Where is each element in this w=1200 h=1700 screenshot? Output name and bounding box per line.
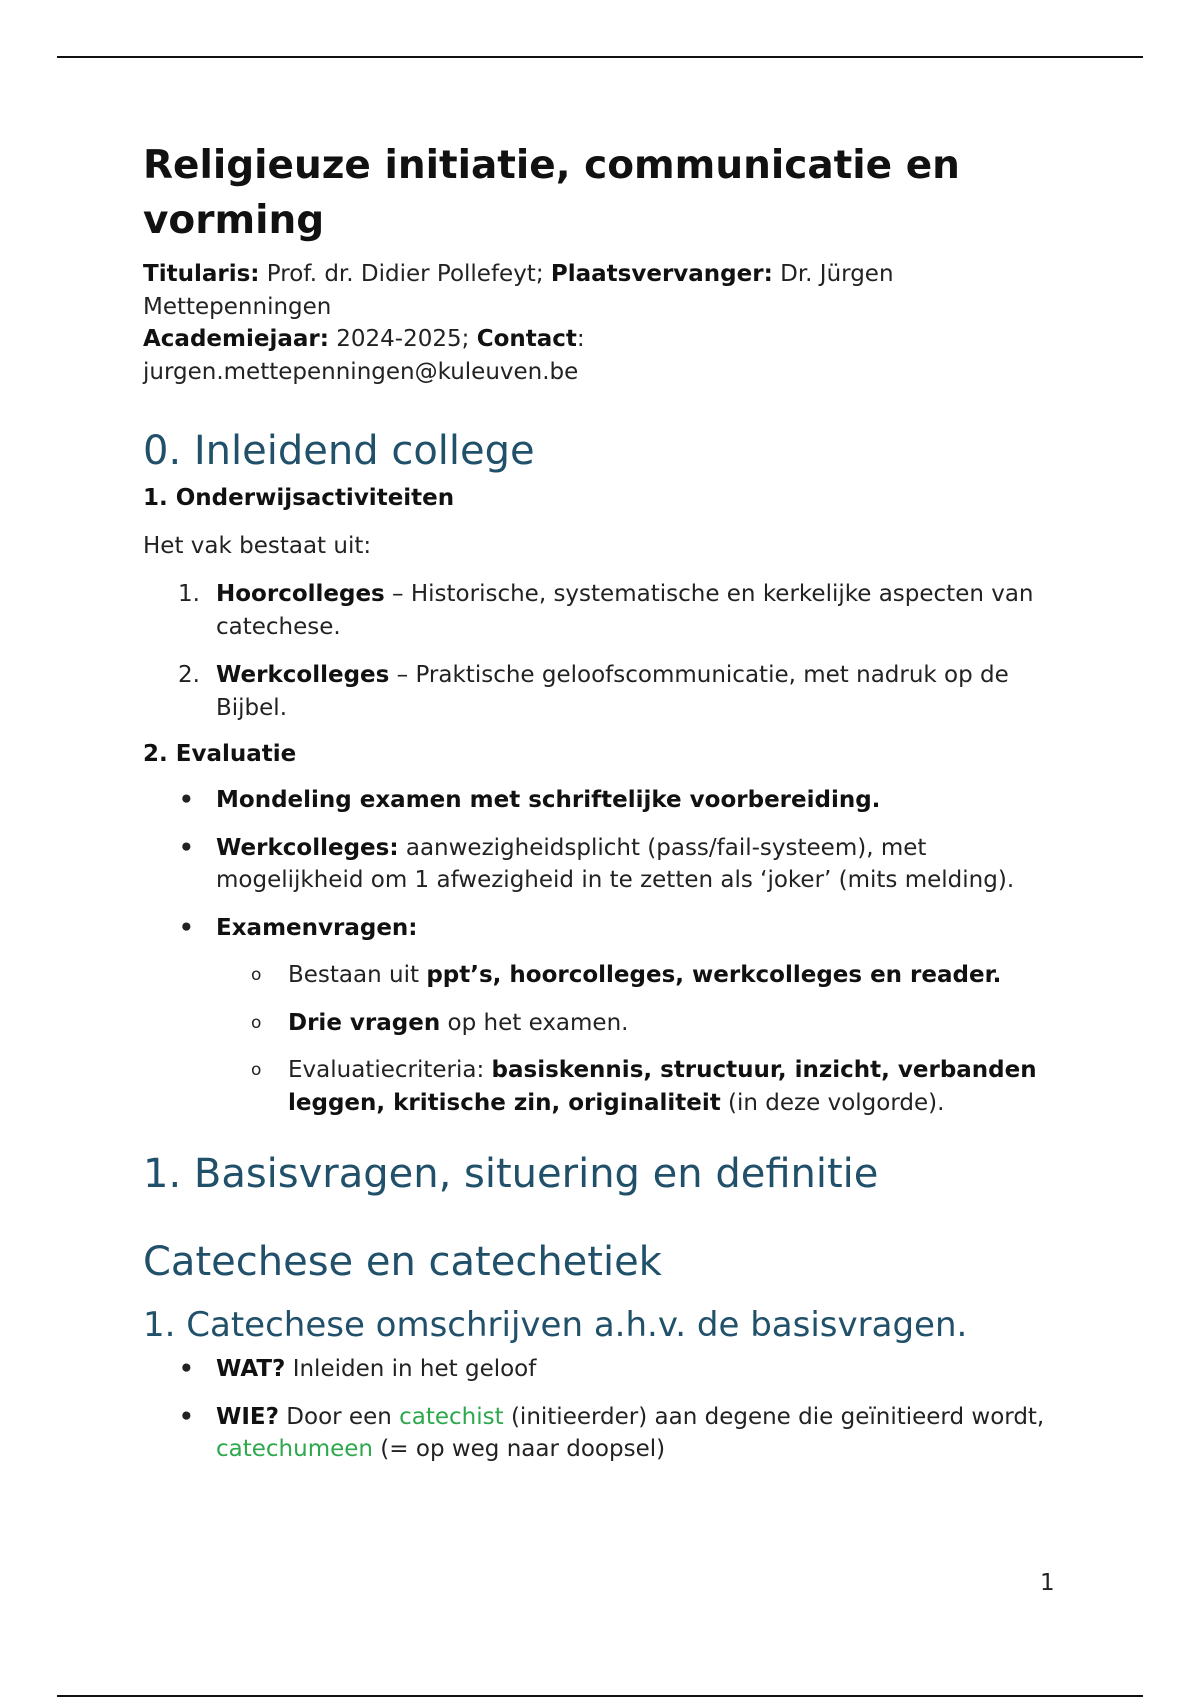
item-text: (initieerder) aan degene die geïnitieerd wordt, (503, 1403, 1045, 1430)
item-text: – Praktische geloofscommunicatie, met nadruk op de Bijbel. (216, 662, 1009, 721)
subsection-heading-basisvragen: 1. Catechese omschrijven a.h.v. de basisvragen. (143, 1305, 968, 1345)
list-item (143, 1401, 1063, 1466)
list-item (143, 1007, 1063, 1040)
eval-werkcolleges-term: Werkcolleges: (216, 834, 399, 861)
item-term: Drie vragen (288, 1009, 441, 1036)
evaluation-list (143, 784, 1063, 944)
eval-werkcolleges-text: aanwezigheidsplicht (pass/fail-systeem), met mogelijkheid om 1 afwezigheid in te zetten als ‘joker’ (mits melding). (216, 834, 1015, 893)
titularis-value: Prof. dr. Didier Pollefeyt; (266, 261, 544, 287)
circle-bullet: o (251, 1060, 262, 1080)
item-text: Inleiden in het geloof (285, 1356, 537, 1382)
page-number: 1 (1040, 1570, 1055, 1596)
plaatsvervanger-value: Dr. Jürgen Mettepenningen (143, 261, 894, 320)
item-tail: (in deze volgorde). (720, 1089, 945, 1116)
item-term: Hoorcolleges (216, 581, 385, 607)
basisvragen-list (143, 1353, 1063, 1466)
bullet: • (179, 914, 194, 941)
item-term: WAT? (216, 1356, 286, 1382)
term-catechist: catechist (399, 1403, 504, 1430)
list-item (143, 912, 1063, 945)
academiejaar-value: 2024-2025; (336, 326, 470, 352)
list-number: 1. (178, 581, 200, 607)
academiejaar-label: Academiejaar: (143, 326, 329, 352)
circle-bullet: o (251, 1012, 262, 1033)
contact-email: jurgen.mettepenningen@kuleuven.be (143, 358, 579, 385)
list-item (143, 578, 1063, 643)
bullet: • (179, 787, 194, 813)
plaatsvervanger-label: Plaatsvervanger: (550, 261, 773, 287)
eval-examenvragen-term: Examenvragen: (216, 914, 418, 941)
list-item (143, 959, 1063, 992)
list-item (143, 784, 1063, 817)
item-text: (= op weg naar doopsel) (373, 1436, 666, 1462)
list-item (143, 1054, 1063, 1119)
intro-text: Het vak bestaat uit: (143, 533, 372, 559)
list-item (143, 659, 1063, 724)
item-text: op het examen. (440, 1009, 629, 1036)
subheading-onderwijsactiviteiten: 1. Onderwijsactiviteiten (143, 485, 455, 511)
term-catechumeen: catechumeen (216, 1436, 373, 1462)
contact-colon: : (576, 326, 585, 352)
subheading-evaluatie: 2. Evaluatie (143, 741, 297, 767)
bullet: • (179, 1403, 194, 1430)
document-page (143, 138, 1063, 1466)
top-rule (57, 56, 1143, 58)
section-heading-inleidend: 0. Inleidend college (143, 428, 535, 474)
eval-exam: Mondeling examen met schriftelijke voorbereiding. (216, 787, 881, 813)
item-term: basiskennis, structuur, inzicht, verbanden leggen, kritische zin, originaliteit (288, 1057, 1037, 1116)
section-heading-basisvragen: 1. Basisvragen, situering en definitie (143, 1151, 879, 1197)
titularis-label: Titularis: (143, 261, 260, 287)
bullet: • (179, 1356, 194, 1382)
document-title: Religieuze initiatie, communicatie en vorming (143, 143, 960, 243)
circle-bullet: o (251, 965, 262, 985)
item-term: WIE? (216, 1403, 279, 1430)
course-meta (143, 258, 1063, 388)
item-term: ppt’s, hoorcolleges, werkcolleges en reader. (426, 962, 1002, 988)
contact-label: Contact (476, 326, 577, 352)
exam-questions-list (143, 959, 1063, 1119)
section-heading-catechese: Catechese en catechetiek (143, 1239, 662, 1285)
list-item (143, 832, 1063, 897)
bullet: • (179, 834, 194, 861)
activities-list (143, 578, 1063, 724)
list-item (143, 1353, 1063, 1386)
item-text: Evaluatiecriteria: (288, 1057, 492, 1083)
item-text: Door een (278, 1403, 400, 1430)
item-text: – Historische, systematische en kerkelijke aspecten van catechese. (216, 581, 1034, 640)
item-term: Werkcolleges (216, 662, 390, 688)
item-text: Bestaan uit (288, 962, 427, 988)
list-number: 2. (178, 662, 200, 688)
bottom-rule (57, 1695, 1143, 1697)
